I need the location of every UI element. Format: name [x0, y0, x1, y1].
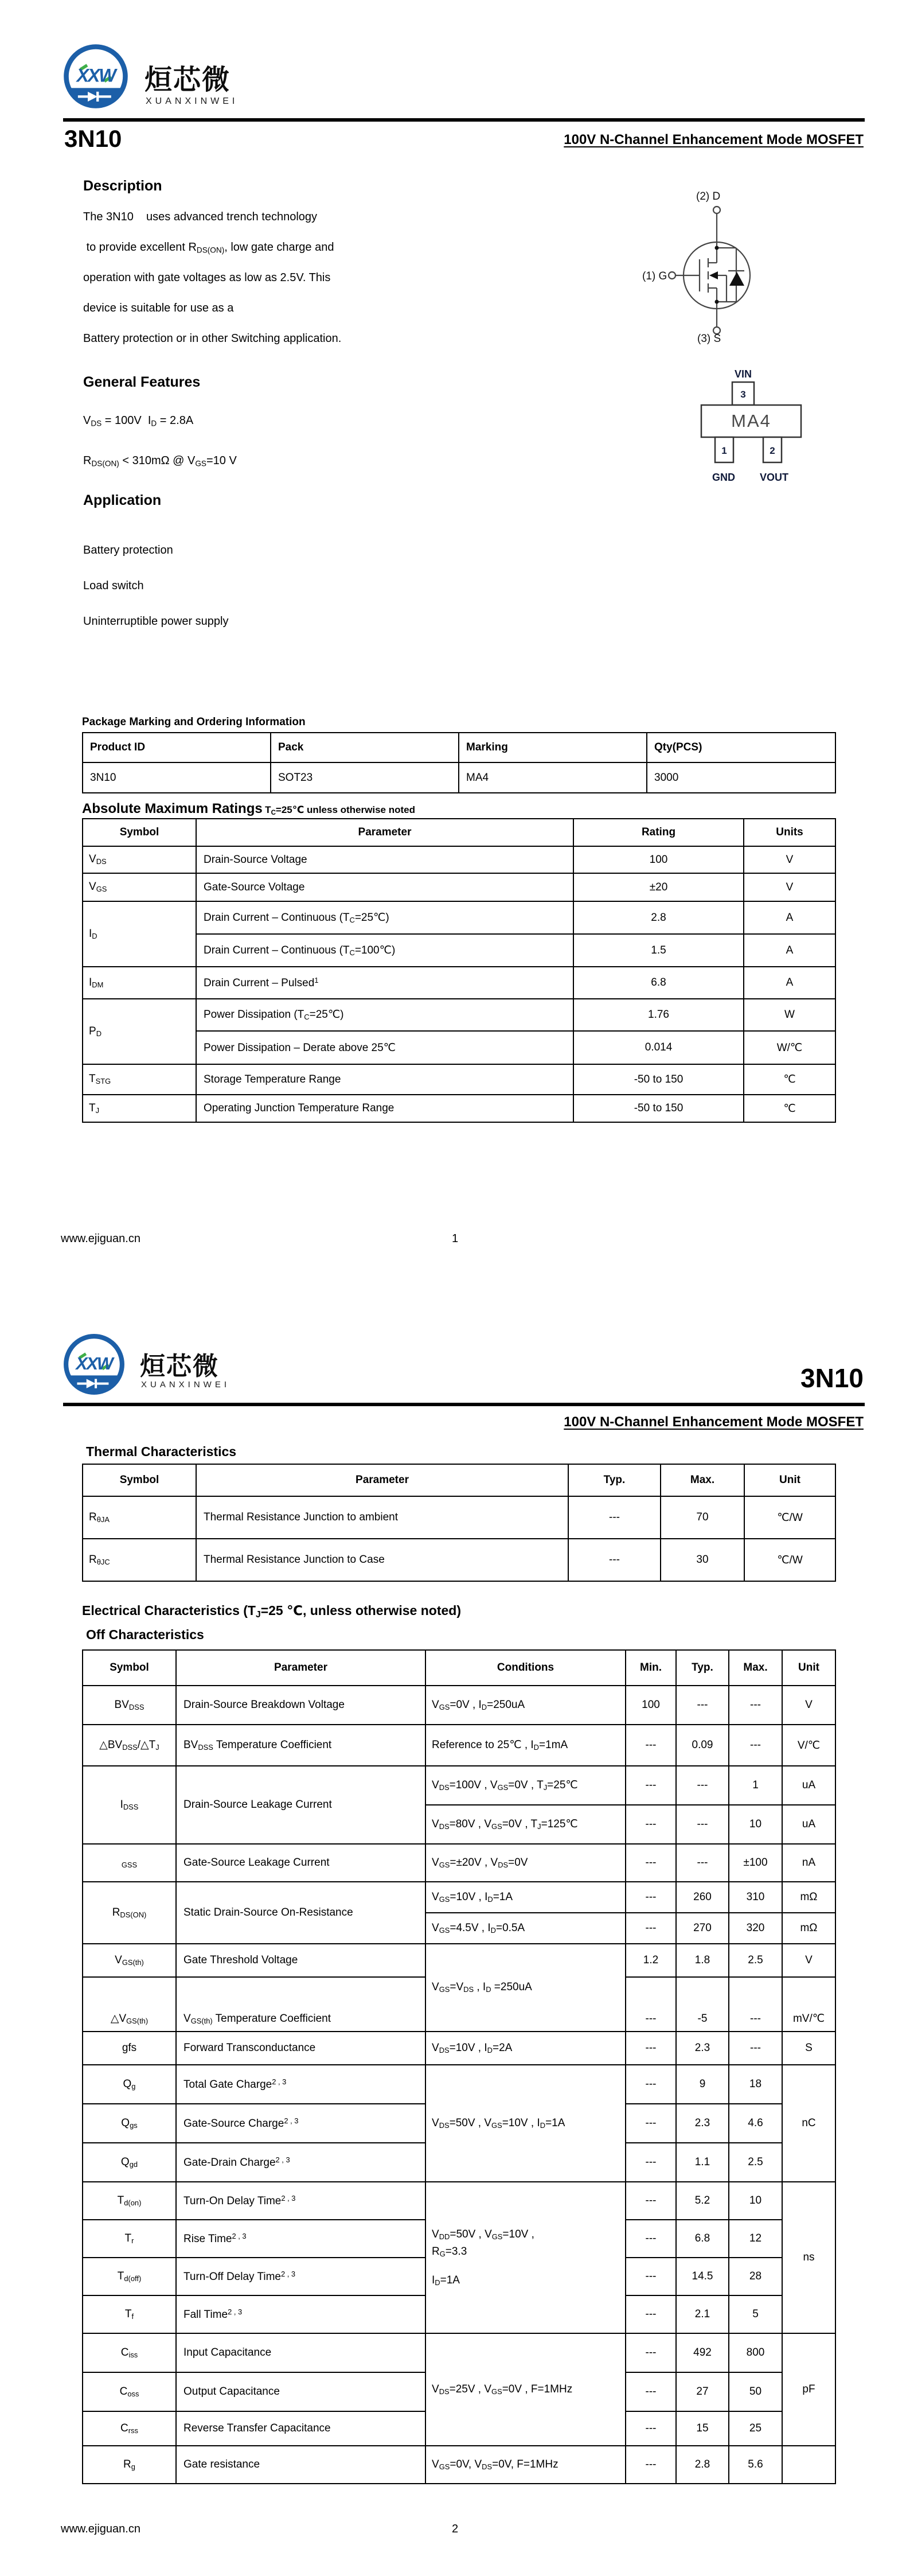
- cell-max: 18: [729, 2065, 782, 2104]
- cell-parameter: Gate-Source Charge$^{2 , 3}$: [176, 2104, 425, 2143]
- package-outline-diagram: [685, 367, 817, 496]
- cell-min: ---: [626, 1882, 676, 1913]
- cell-parameter: Gate Threshold Voltage: [176, 1944, 425, 1977]
- table-row: [83, 1944, 835, 1977]
- cell-rating: -50 to 150: [573, 1095, 744, 1122]
- cell-unit: mΩ: [782, 1882, 835, 1913]
- footer-page-number: 2: [451, 2523, 459, 2535]
- absolute-maximum-ratings-table: [82, 818, 836, 1123]
- cell-symbol: $I_{DM}$: [83, 967, 196, 999]
- cell-conditions: $V_{GS}=10V$ , $I_D=1A$: [425, 1882, 626, 1913]
- cell-symbol: $\triangle V_{GS(th)}$: [83, 1977, 176, 2032]
- col-header-typ: Typ.: [568, 1464, 661, 1496]
- section-heading-electrical: Electrical Characteristics ($T_J=25$ ℃, unless otherwise noted): [82, 1603, 461, 1620]
- cell-typ: 27: [676, 2372, 729, 2411]
- cell-min: ---: [626, 2182, 676, 2220]
- elec-header-row: [83, 1650, 835, 1686]
- cell-min: ---: [626, 1805, 676, 1844]
- application-item: Uninterruptible power supply: [83, 615, 229, 628]
- cell-conditions: $V_{GS}=0V$, $V_{DS}=0V$, F=1MHz: [425, 2446, 626, 2484]
- brand-abbr-text: XXW: [76, 1354, 112, 1374]
- cell-min: ---: [626, 2065, 676, 2104]
- cell-symbol: $V_{GS(th)}$: [83, 1944, 176, 1977]
- cell-typ: ---: [676, 1686, 729, 1725]
- part-number: 3N10: [800, 1363, 864, 1393]
- cell-units: ℃: [744, 1064, 835, 1095]
- header-rule: [63, 118, 865, 122]
- cell-unit: nA: [782, 1844, 835, 1882]
- cell-symbol: $T_{d(off)}$: [83, 2258, 176, 2295]
- table-row: [83, 2446, 835, 2484]
- table-row: [83, 1766, 835, 1805]
- cell-parameter: Drain Current – Pulsed$^1$: [196, 967, 573, 999]
- cell-conditions: $V_{GS}=4.5V$ , $I_D=0.5A$: [425, 1913, 626, 1944]
- cell-unit: ℃/W: [744, 1496, 835, 1539]
- cell-parameter: Drain-Source Leakage Current: [176, 1766, 425, 1844]
- cell-typ: 260: [676, 1882, 729, 1913]
- cell-max: ---: [729, 1725, 782, 1766]
- vout-label: VOUT: [759, 472, 789, 483]
- cell-max: 310: [729, 1882, 782, 1913]
- condition-line: $I_D=1A$: [432, 2274, 460, 2287]
- ordering-table: [82, 732, 836, 793]
- section-heading-off-characteristics: Off Characteristics: [86, 1627, 204, 1642]
- cell-typ: ---: [568, 1539, 661, 1581]
- condition-line: $V_{DD}=50V$ , $V_{GS}=10V$ ,: [432, 2228, 534, 2241]
- cell-symbol: gfs: [83, 2032, 176, 2065]
- gate-pin-label: (1) G: [642, 270, 667, 282]
- cell-typ: 0.09: [676, 1725, 729, 1766]
- cell-max: 2.5: [729, 1944, 782, 1977]
- cell-typ: ---: [676, 1766, 729, 1805]
- cell-typ: 1.8: [676, 1944, 729, 1977]
- col-header-parameter: Parameter: [176, 1650, 425, 1686]
- cell-parameter: Reverse Transfer Capacitance: [176, 2411, 425, 2446]
- cell-unit: uA: [782, 1805, 835, 1844]
- col-header-unit: Unit: [744, 1464, 835, 1496]
- cell-conditions: $V_{GS}=0V$ , $I_D=250uA$: [425, 1686, 626, 1725]
- col-header-pack: Pack: [271, 733, 459, 762]
- cell-unit: nC: [782, 2065, 835, 2182]
- cell-max: 1: [729, 1766, 782, 1805]
- section-heading-amr: [82, 801, 415, 817]
- section-heading-general-features: General Features: [83, 374, 201, 390]
- page-title: 100V N-Channel Enhancement Mode MOSFET: [564, 132, 864, 147]
- cell-symbol: $T_f$: [83, 2295, 176, 2333]
- cell-units: V: [744, 846, 835, 873]
- cell-min: ---: [626, 2220, 676, 2258]
- cell-min: ---: [626, 2258, 676, 2295]
- cell-max: 70: [661, 1496, 744, 1539]
- package-marking: MA4: [731, 411, 771, 431]
- cell-parameter: Gate-Source Leakage Current: [176, 1844, 425, 1882]
- cell-max: 30: [661, 1539, 744, 1581]
- cell-rating: 1.76: [573, 999, 744, 1031]
- cell-parameter: $BV_{DSS}$ Temperature Coefficient: [176, 1725, 425, 1766]
- table-row: [83, 873, 835, 901]
- col-header-units: Units: [744, 819, 835, 846]
- table-row: [83, 1686, 835, 1725]
- cell-units: A: [744, 901, 835, 934]
- cell-min: ---: [626, 2295, 676, 2333]
- condition-line: $R_G=3.3$: [432, 2245, 467, 2259]
- cell-units: W: [744, 999, 835, 1031]
- ordering-header-row: [83, 733, 835, 762]
- cell-parameter: Drain-Source Voltage: [196, 846, 573, 873]
- cell-typ: 5.2: [676, 2182, 729, 2220]
- brand-name-en: XUANXINWEI: [146, 96, 239, 106]
- amr-heading: Absolute Maximum Ratings: [82, 801, 263, 816]
- cell-symbol: $C_{oss}$: [83, 2372, 176, 2411]
- col-header-parameter: Parameter: [196, 1464, 568, 1496]
- cell-typ: 270: [676, 1913, 729, 1944]
- cell-max: 5.6: [729, 2446, 782, 2484]
- cell-unit: S: [782, 2032, 835, 2065]
- cell-unit: ns: [782, 2182, 835, 2333]
- cell-min: ---: [626, 1977, 676, 2032]
- cell-conditions: $V_{DS}=10V$ , $I_D=2A$: [425, 2032, 626, 2065]
- cell-parameter: Thermal Resistance Junction to Case: [196, 1539, 568, 1581]
- section-heading-ordering: Package Marking and Ordering Information: [82, 716, 306, 728]
- page-title: 100V N-Channel Enhancement Mode MOSFET: [564, 1414, 864, 1430]
- feature-line: $R_{DS(ON)} < 310m\Omega$ @ $V_{GS}=10$ V: [83, 454, 237, 468]
- mosfet-symbol-diagram: [641, 189, 784, 344]
- description-line: Battery protection or in other Switching application.: [83, 332, 342, 345]
- cell-unit: pF: [782, 2333, 835, 2446]
- cell-symbol: $V_{DS}$: [83, 846, 196, 873]
- application-item: Load switch: [83, 579, 144, 592]
- cell-min: ---: [626, 2032, 676, 2065]
- cell-parameter: Drain Current – Continuous $(T_C=100℃)$: [196, 934, 573, 967]
- cell-unit: [782, 2446, 835, 2484]
- cell-rating: 0.014: [573, 1031, 744, 1064]
- cell-conditions: $V_{GS}=V_{DS}$ , $I_D =250uA$: [425, 1944, 626, 2032]
- cell-symbol: $R_{DS(ON)}$: [83, 1882, 176, 1944]
- cell-max: 4.6: [729, 2104, 782, 2143]
- cell-symbol: $BV_{DSS}$: [83, 1686, 176, 1725]
- cell-parameter: Turn-On Delay Time$^{2 , 3}$: [176, 2182, 425, 2220]
- cell-min: ---: [626, 2372, 676, 2411]
- table-row: [83, 1882, 835, 1913]
- gnd-label: GND: [712, 472, 735, 483]
- cell-unit: uA: [782, 1766, 835, 1805]
- cell-symbol: GSS: [83, 1844, 176, 1882]
- col-header-typ: Typ.: [676, 1650, 729, 1686]
- table-row: [83, 846, 835, 873]
- cell-unit: mV/℃: [782, 1977, 835, 2032]
- cell-symbol: $Q_g$: [83, 2065, 176, 2104]
- cell-conditions: Reference to 25℃ , $I_D=1mA$: [425, 1725, 626, 1766]
- thermal-characteristics-table: [82, 1464, 836, 1582]
- cell-symbol: $I_{DSS}$: [83, 1766, 176, 1844]
- cell-unit: V: [782, 1944, 835, 1977]
- cell-conditions: $V_{DS}=50V$ , $V_{GS}=10V$ , $I_D=1A$: [425, 2065, 626, 2182]
- section-heading-description: Description: [83, 178, 162, 194]
- cell-symbol: $R_{\theta JC}$: [83, 1539, 196, 1581]
- datasheet-page-2: [0, 1288, 910, 2576]
- col-header-symbol: Symbol: [83, 819, 196, 846]
- table-row: [83, 967, 835, 999]
- cell-symbol: $R_{\theta JA}$: [83, 1496, 196, 1539]
- cell-symbol: $T_{d(on)}$: [83, 2182, 176, 2220]
- amr-header-row: [83, 819, 835, 846]
- cell-parameter: Forward Transconductance: [176, 2032, 425, 2065]
- table-row: [83, 1725, 835, 1766]
- footer-website: www.ejiguan.cn: [61, 2523, 140, 2535]
- cell-min: ---: [626, 1844, 676, 1882]
- table-row: [83, 2032, 835, 2065]
- col-header-qty: Qty(PCS): [647, 733, 835, 762]
- cell-parameter: Operating Junction Temperature Range: [196, 1095, 573, 1122]
- cell-min: ---: [626, 1766, 676, 1805]
- cell-parameter: Output Capacitance: [176, 2372, 425, 2411]
- footer-page-number: 1: [451, 1232, 459, 1245]
- cell-parameter: Drain-Source Breakdown Voltage: [176, 1686, 425, 1725]
- cell-symbol: $C_{rss}$: [83, 2411, 176, 2446]
- cell-rating: 100: [573, 846, 744, 873]
- cell-typ: 492: [676, 2333, 729, 2372]
- col-header-max: Max.: [661, 1464, 744, 1496]
- brand-name-cn: 烜芯微: [140, 1352, 219, 1380]
- cell-max: 10: [729, 1805, 782, 1844]
- cell-rating: 6.8: [573, 967, 744, 999]
- cell-max: ---: [729, 1686, 782, 1725]
- cell-min: ---: [626, 1725, 676, 1766]
- table-row: [83, 999, 835, 1031]
- cell-parameter: Rise Time$^{2 , 3}$: [176, 2220, 425, 2258]
- cell-units: W/℃: [744, 1031, 835, 1064]
- cell-symbol: $Q_{gs}$: [83, 2104, 176, 2143]
- cell-max: 5: [729, 2295, 782, 2333]
- table-row: [83, 2333, 835, 2372]
- cell-symbol: $T_J$: [83, 1095, 196, 1122]
- cell-symbol: $I_D$: [83, 901, 196, 967]
- cell-max: 28: [729, 2258, 782, 2295]
- section-heading-thermal: Thermal Characteristics: [86, 1444, 237, 1459]
- cell-typ: 2.3: [676, 2032, 729, 2065]
- cell-product-id: 3N10: [83, 762, 271, 793]
- cell-symbol: $P_D$: [83, 999, 196, 1064]
- description-line: operation with gate voltages as low as 2.5V. This: [83, 271, 331, 284]
- cell-units: V: [744, 873, 835, 901]
- cell-max: 25: [729, 2411, 782, 2446]
- cell-qty: 3000: [647, 762, 835, 793]
- part-number: 3N10: [64, 125, 122, 152]
- cell-rating: ±20: [573, 873, 744, 901]
- cell-min: ---: [626, 2411, 676, 2446]
- description-line: device is suitable for use as a: [83, 302, 234, 314]
- cell-typ: 9: [676, 2065, 729, 2104]
- footer-website: www.ejiguan.cn: [61, 1232, 140, 1245]
- cell-symbol: $V_{GS}$: [83, 873, 196, 901]
- cell-conditions: $V_{DS}=100V$ , $V_{GS}=0V$ , $T_J=25℃$: [425, 1766, 626, 1805]
- brand-name-cn: 烜芯微: [144, 65, 231, 95]
- cell-conditions: [425, 2182, 626, 2333]
- cell-symbol: $C_{iss}$: [83, 2333, 176, 2372]
- amr-heading-note: $T_C=25℃$ unless otherwise noted: [265, 804, 415, 816]
- cell-unit: mΩ: [782, 1913, 835, 1944]
- col-header-rating: Rating: [573, 819, 744, 846]
- cell-max: ---: [729, 2032, 782, 2065]
- cell-min: ---: [626, 2333, 676, 2372]
- cell-units: A: [744, 934, 835, 967]
- cell-typ: 1.1: [676, 2143, 729, 2182]
- table-row: [83, 1496, 835, 1539]
- cell-max: 10: [729, 2182, 782, 2220]
- cell-symbol: $T_{STG}$: [83, 1064, 196, 1095]
- cell-parameter: Drain Current – Continuous $(T_C=25℃)$: [196, 901, 573, 934]
- source-pin-label: (3) S: [697, 333, 721, 344]
- col-header-marking: Marking: [459, 733, 647, 762]
- cell-parameter: Gate resistance: [176, 2446, 425, 2484]
- cell-parameter: Gate-Drain Charge$^{2 , 3}$: [176, 2143, 425, 2182]
- cell-parameter: Total Gate Charge$^{2 , 3}$: [176, 2065, 425, 2104]
- col-header-parameter: Parameter: [196, 819, 573, 846]
- table-row: [83, 2182, 835, 2220]
- cell-parameter: Static Drain-Source On-Resistance: [176, 1882, 425, 1944]
- pin-2-number: 2: [770, 445, 775, 456]
- cell-conditions: $V_{GS}=\pm 20V$ , $V_{DS}=0V$: [425, 1844, 626, 1882]
- cell-typ: 6.8: [676, 2220, 729, 2258]
- cell-parameter: Thermal Resistance Junction to ambient: [196, 1496, 568, 1539]
- cell-unit: V/℃: [782, 1725, 835, 1766]
- cell-conditions: $V_{DS}=25V$ , $V_{GS}=0V$ , F=1MHz: [425, 2333, 626, 2446]
- cell-typ: ---: [676, 1805, 729, 1844]
- cell-parameter: Power Dissipation – Derate above 25℃: [196, 1031, 573, 1064]
- feature-line: $V_{DS} = 100V$ $I_D = 2.8A$: [83, 414, 194, 428]
- cell-unit: ℃/W: [744, 1539, 835, 1581]
- cell-parameter: Turn-Off Delay Time$^{2 , 3}$: [176, 2258, 425, 2295]
- brand-abbr-text: XXW: [76, 65, 115, 86]
- cell-rating: -50 to 150: [573, 1064, 744, 1095]
- table-row: [83, 1844, 835, 1882]
- cell-parameter: Storage Temperature Range: [196, 1064, 573, 1095]
- cell-typ: 15: [676, 2411, 729, 2446]
- cell-parameter: Fall Time$^{2 , 3}$: [176, 2295, 425, 2333]
- cell-parameter: Gate-Source Voltage: [196, 873, 573, 901]
- thermal-header-row: [83, 1464, 835, 1496]
- table-row: [83, 1064, 835, 1095]
- pin-1-number: 1: [721, 445, 727, 456]
- cell-typ: 2.3: [676, 2104, 729, 2143]
- table-row: [83, 1539, 835, 1581]
- cell-symbol: $R_g$: [83, 2446, 176, 2484]
- cell-typ: ---: [676, 1844, 729, 1882]
- brand-name-en: XUANXINWEI: [141, 1380, 231, 1390]
- cell-min: ---: [626, 2446, 676, 2484]
- cell-parameter: Power Dissipation $(T_C=25℃)$: [196, 999, 573, 1031]
- cell-parameter: $V_{GS(th)}$ Temperature Coefficient: [176, 1977, 425, 2032]
- cell-symbol: $T_r$: [83, 2220, 176, 2258]
- ordering-data-row: [83, 762, 835, 793]
- col-header-product-id: Product ID: [83, 733, 271, 762]
- col-header-unit: Unit: [782, 1650, 835, 1686]
- cell-max: 50: [729, 2372, 782, 2411]
- col-header-symbol: Symbol: [83, 1650, 176, 1686]
- cell-pack: SOT23: [271, 762, 459, 793]
- application-item: Battery protection: [83, 544, 173, 557]
- cell-typ: 2.8: [676, 2446, 729, 2484]
- brand-logo-icon: [62, 1331, 126, 1398]
- cell-typ: ---: [568, 1496, 661, 1539]
- cell-max: 800: [729, 2333, 782, 2372]
- table-row: [83, 1095, 835, 1122]
- cell-typ: -5: [676, 1977, 729, 2032]
- cell-symbol: $Q_{gd}$: [83, 2143, 176, 2182]
- pin-3-number: 3: [740, 389, 746, 400]
- cell-typ: 2.1: [676, 2295, 729, 2333]
- cell-min: ---: [626, 2143, 676, 2182]
- cell-min: 100: [626, 1686, 676, 1725]
- brand-logo-icon: [62, 41, 130, 111]
- cell-symbol: $\triangle BV_{DSS}/\triangle T_J$: [83, 1725, 176, 1766]
- electrical-characteristics-table: [82, 1649, 836, 2484]
- cell-unit: V: [782, 1686, 835, 1725]
- description-line: to provide excellent $R_{DS(ON)}$, low gate charge and: [83, 241, 334, 255]
- drain-pin-label: (2) D: [696, 190, 721, 203]
- cell-marking: MA4: [459, 762, 647, 793]
- cell-units: ℃: [744, 1095, 835, 1122]
- cell-conditions: $V_{DS}=80V$ , $V_{GS}=0V$ , $T_J=125℃$: [425, 1805, 626, 1844]
- cell-rating: 2.8: [573, 901, 744, 934]
- col-header-min: Min.: [626, 1650, 676, 1686]
- cell-max: 12: [729, 2220, 782, 2258]
- table-row: [83, 2065, 835, 2104]
- vin-label: VIN: [734, 368, 752, 380]
- cell-rating: 1.5: [573, 934, 744, 967]
- table-row: [83, 901, 835, 934]
- header-rule: [63, 1403, 865, 1406]
- cell-max: ±100: [729, 1844, 782, 1882]
- cell-parameter: Input Capacitance: [176, 2333, 425, 2372]
- description-line: The 3N10 uses advanced trench technology: [83, 211, 318, 223]
- cell-min: 1.2: [626, 1944, 676, 1977]
- cell-min: ---: [626, 1913, 676, 1944]
- section-heading-application: Application: [83, 492, 162, 508]
- cell-typ: 14.5: [676, 2258, 729, 2295]
- col-header-max: Max.: [729, 1650, 782, 1686]
- cell-units: A: [744, 967, 835, 999]
- col-header-conditions: Conditions: [425, 1650, 626, 1686]
- cell-max: 2.5: [729, 2143, 782, 2182]
- cell-min: ---: [626, 2104, 676, 2143]
- cell-max: ---: [729, 1977, 782, 2032]
- col-header-symbol: Symbol: [83, 1464, 196, 1496]
- cell-max: 320: [729, 1913, 782, 1944]
